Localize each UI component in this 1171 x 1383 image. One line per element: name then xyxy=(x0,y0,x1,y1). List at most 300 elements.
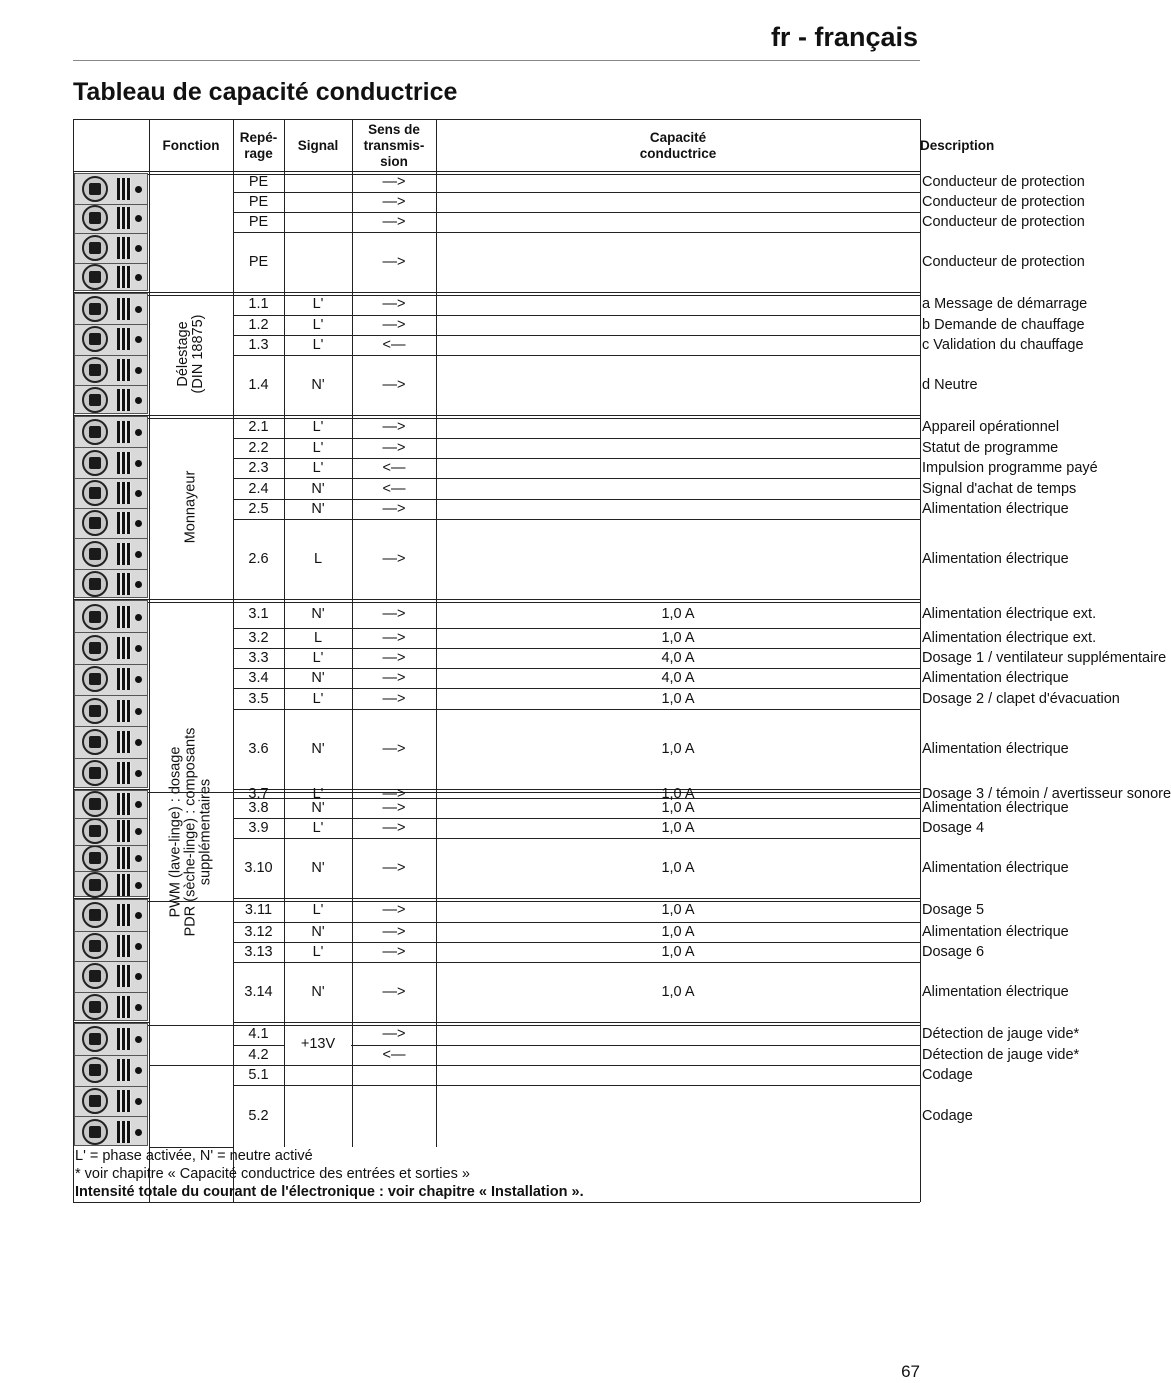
cell-capacite: 1,0 A xyxy=(661,902,695,918)
column-header-signal: Signal xyxy=(297,138,339,153)
cell-signal: N' xyxy=(311,800,325,816)
cell-description: c Validation du chauffage xyxy=(922,337,1084,353)
cell-capacite xyxy=(436,232,920,292)
cell-reperage: 3.1 xyxy=(248,605,269,622)
cell-signal: N' xyxy=(311,741,325,757)
fonction-label: PWM (lave-linge) : dosage PDR (sèche-linge) : composants supplémentaires xyxy=(167,727,214,937)
terminal-contact-icon xyxy=(117,543,131,565)
cell-description: Alimentation électrique ext. xyxy=(922,630,1097,646)
cell-description: Détection de jauge vide* xyxy=(922,1047,1080,1063)
terminal-block-image xyxy=(74,600,148,788)
cell-sens: —> xyxy=(382,1025,406,1042)
cell-signal: L' xyxy=(312,295,324,312)
terminal-contact-icon xyxy=(117,700,131,722)
terminal-screw-icon xyxy=(82,235,108,261)
conductor-capacity-table xyxy=(73,119,1171,1203)
page-number: 67 xyxy=(901,1362,920,1381)
cell-sens xyxy=(352,1085,436,1147)
cell-sens: —> xyxy=(382,418,406,435)
terminal-contact-icon xyxy=(117,512,131,534)
terminal-separator xyxy=(75,871,147,872)
terminal-dot-icon xyxy=(135,855,142,862)
cell-signal: N' xyxy=(311,670,325,686)
terminal-separator xyxy=(75,992,147,993)
terminal-screw-icon xyxy=(82,791,108,817)
cell-signal: L xyxy=(313,551,323,567)
cell-description: Dosage 6 xyxy=(922,944,985,960)
terminal-contact-icon xyxy=(117,762,131,784)
terminal-separator xyxy=(75,758,147,759)
fonction-divider xyxy=(149,599,233,600)
terminal-dot-icon xyxy=(135,739,142,746)
terminal-screw-icon xyxy=(82,1026,108,1052)
cell-capacite: 1,0 A xyxy=(661,785,695,802)
terminal-dot-icon xyxy=(135,882,142,889)
cell-capacite: 1,0 A xyxy=(661,860,695,876)
cell-description: Conducteur de protection xyxy=(922,194,1085,210)
terminal-dot-icon xyxy=(135,1098,142,1105)
terminal-separator xyxy=(75,818,147,819)
terminal-contact-icon xyxy=(117,793,131,815)
terminal-contact-icon xyxy=(117,996,131,1018)
terminal-dot-icon xyxy=(135,397,142,404)
cell-capacite xyxy=(436,192,920,212)
cell-reperage: PE xyxy=(248,214,269,230)
terminal-contact-icon xyxy=(117,389,131,411)
terminal-screw-icon xyxy=(82,933,108,959)
cell-description: Alimentation électrique ext. xyxy=(922,605,1097,622)
terminal-screw-icon xyxy=(82,205,108,231)
terminal-contact-icon xyxy=(117,1090,131,1112)
cell-description: Alimentation électrique xyxy=(922,551,1069,567)
cell-signal xyxy=(284,172,352,192)
terminal-contact-icon xyxy=(117,421,131,443)
cell-reperage: 3.7 xyxy=(248,785,269,802)
cell-reperage: 2.4 xyxy=(248,480,269,497)
terminal-screw-icon xyxy=(82,541,108,567)
terminal-separator xyxy=(75,385,147,386)
cell-sens: —> xyxy=(382,317,406,333)
terminal-separator xyxy=(75,1086,147,1087)
cell-reperage: 3.8 xyxy=(248,800,269,816)
cell-signal xyxy=(284,212,352,232)
terminal-screw-icon xyxy=(82,994,108,1020)
cell-signal-merged: +13V xyxy=(300,1035,336,1052)
cell-reperage: 4.1 xyxy=(248,1025,269,1042)
terminal-dot-icon xyxy=(135,676,142,683)
cell-signal: N' xyxy=(311,501,325,517)
terminal-dot-icon xyxy=(135,581,142,588)
terminal-contact-icon xyxy=(117,965,131,987)
fonction-label: Délestage (DIN 18875) xyxy=(175,314,206,393)
fonction-divider xyxy=(149,1065,233,1066)
terminal-dot-icon xyxy=(135,520,142,527)
cell-capacite xyxy=(436,315,920,335)
terminal-screw-icon xyxy=(82,729,108,755)
terminal-dot-icon xyxy=(135,1036,142,1043)
cell-description: b Demande de chauffage xyxy=(922,317,1085,333)
cell-capacite xyxy=(436,355,920,415)
terminal-separator xyxy=(75,961,147,962)
terminal-contact-icon xyxy=(117,1059,131,1081)
terminal-contact-icon xyxy=(117,606,131,628)
cell-capacite xyxy=(436,335,920,355)
cell-reperage: 5.2 xyxy=(248,1108,269,1124)
terminal-separator xyxy=(75,931,147,932)
cell-sens: —> xyxy=(382,650,406,666)
terminal-block-image xyxy=(74,899,148,1021)
cell-description: Alimentation électrique xyxy=(922,741,1069,757)
terminal-dot-icon xyxy=(135,1067,142,1074)
terminal-screw-icon xyxy=(82,963,108,989)
terminal-contact-icon xyxy=(117,298,131,320)
terminal-screw-icon xyxy=(82,176,108,202)
terminal-dot-icon xyxy=(135,801,142,808)
terminal-screw-icon xyxy=(82,1119,108,1145)
terminal-contact-icon xyxy=(117,1028,131,1050)
terminal-screw-icon xyxy=(82,571,108,597)
cell-sens: —> xyxy=(382,924,406,940)
terminal-dot-icon xyxy=(135,274,142,281)
terminal-separator xyxy=(75,233,147,234)
cell-capacite: 1,0 A xyxy=(661,984,695,1000)
cell-signal: L' xyxy=(312,317,324,333)
terminal-dot-icon xyxy=(135,245,142,252)
cell-reperage: 4.2 xyxy=(248,1047,269,1063)
terminal-dot-icon xyxy=(135,770,142,777)
cell-sens: —> xyxy=(382,860,406,876)
cell-reperage: 2.5 xyxy=(248,501,269,517)
column-divider xyxy=(149,119,150,1147)
cell-description: Dosage 1 / ventilateur supplémentaire xyxy=(922,650,1167,666)
cell-signal xyxy=(284,232,352,292)
fonction-divider xyxy=(149,415,233,416)
cell-sens: —> xyxy=(382,944,406,960)
cell-reperage: 3.13 xyxy=(244,944,273,960)
cell-description: Conducteur de protection xyxy=(922,254,1085,270)
cell-reperage: 3.9 xyxy=(248,820,269,836)
terminal-separator xyxy=(75,355,147,356)
terminal-screw-icon xyxy=(82,419,108,445)
cell-sens: <— xyxy=(382,460,406,476)
cell-sens: —> xyxy=(382,194,406,210)
cell-sens: —> xyxy=(382,820,406,836)
terminal-contact-icon xyxy=(117,847,131,869)
terminal-screw-icon xyxy=(82,480,108,506)
cell-reperage: 3.2 xyxy=(248,630,269,646)
cell-sens: <— xyxy=(382,480,406,497)
cell-capacite xyxy=(436,478,920,499)
footnote-total-current: Intensité totale du courant de l'électronique : voir chapitre « Installation ». xyxy=(75,1184,584,1200)
terminal-separator xyxy=(75,845,147,846)
cell-description: Dosage 5 xyxy=(922,902,985,918)
terminal-contact-icon xyxy=(117,731,131,753)
cell-signal: L' xyxy=(312,650,324,666)
cell-reperage: PE xyxy=(248,254,269,270)
cell-sens: —> xyxy=(382,214,406,230)
terminal-screw-icon xyxy=(82,1088,108,1114)
terminal-screw-icon xyxy=(82,264,108,290)
terminal-dot-icon xyxy=(135,1129,142,1136)
cell-reperage: 1.1 xyxy=(248,295,269,312)
cell-capacite xyxy=(436,499,920,519)
terminal-dot-icon xyxy=(135,1004,142,1011)
terminal-screw-icon xyxy=(82,387,108,413)
cell-capacite xyxy=(436,519,920,599)
terminal-contact-icon xyxy=(117,237,131,259)
fonction-label: Monnayeur xyxy=(182,470,199,544)
cell-sens: —> xyxy=(382,670,406,686)
terminal-dot-icon xyxy=(135,460,142,467)
terminal-contact-icon xyxy=(117,266,131,288)
terminal-block-image xyxy=(74,293,148,414)
cell-sens: —> xyxy=(382,630,406,646)
table-border-top xyxy=(73,119,920,120)
cell-signal: L' xyxy=(312,690,324,707)
cell-description: d Neutre xyxy=(922,377,978,393)
terminal-block-image xyxy=(74,416,148,598)
cell-reperage: 3.6 xyxy=(248,741,269,757)
cell-reperage: 5.1 xyxy=(248,1067,269,1083)
cell-capacite: 1,0 A xyxy=(661,924,695,940)
cell-signal: N' xyxy=(311,377,325,393)
cell-reperage: 3.14 xyxy=(244,984,273,1000)
cell-signal: L' xyxy=(312,902,324,918)
cell-capacite: 1,0 A xyxy=(661,605,695,622)
cell-sens: —> xyxy=(382,690,406,707)
terminal-separator xyxy=(75,632,147,633)
cell-reperage: PE xyxy=(248,174,269,190)
cell-capacite xyxy=(436,1022,920,1045)
terminal-separator xyxy=(75,695,147,696)
column-header-sens: Sens de transmis- sion xyxy=(363,122,425,169)
cell-signal: L' xyxy=(312,440,324,456)
terminal-separator xyxy=(75,664,147,665)
cell-description: Statut de programme xyxy=(922,440,1059,456)
terminal-separator xyxy=(75,1055,147,1056)
cell-signal xyxy=(284,1085,352,1147)
terminal-screw-icon xyxy=(82,604,108,630)
terminal-contact-icon xyxy=(117,637,131,659)
terminal-separator xyxy=(75,447,147,448)
terminal-screw-icon xyxy=(82,902,108,928)
cell-signal xyxy=(284,192,352,212)
cell-reperage: 2.6 xyxy=(248,551,269,567)
cell-signal: N' xyxy=(311,605,325,622)
cell-sens: —> xyxy=(382,377,406,393)
cell-description: Conducteur de protection xyxy=(922,174,1085,190)
cell-description: Alimentation électrique xyxy=(922,800,1069,816)
terminal-contact-icon xyxy=(117,359,131,381)
column-header-fonction: Fonction xyxy=(162,138,220,153)
terminal-dot-icon xyxy=(135,828,142,835)
cell-reperage: 1.3 xyxy=(248,337,269,353)
cell-description: Impulsion programme payé xyxy=(922,460,1098,476)
terminal-contact-icon xyxy=(117,178,131,200)
cell-signal: L' xyxy=(312,785,324,802)
terminal-contact-icon xyxy=(117,904,131,926)
cell-sens: <— xyxy=(382,337,406,353)
cell-description: Alimentation électrique xyxy=(922,501,1069,517)
terminal-dot-icon xyxy=(135,943,142,950)
cell-description: Alimentation électrique xyxy=(922,670,1069,686)
cell-sens: —> xyxy=(382,741,406,757)
cell-description: Appareil opérationnel xyxy=(922,418,1060,435)
cell-capacite: 1,0 A xyxy=(661,690,695,707)
cell-sens: —> xyxy=(382,440,406,456)
cell-capacite: 1,0 A xyxy=(661,944,695,960)
cell-capacite: 4,0 A xyxy=(661,670,695,686)
terminal-block-image xyxy=(74,790,148,897)
terminal-screw-icon xyxy=(82,818,108,844)
terminal-separator xyxy=(75,538,147,539)
cell-reperage: 3.4 xyxy=(248,670,269,686)
cell-signal: L xyxy=(313,630,323,646)
terminal-screw-icon xyxy=(82,845,108,871)
terminal-separator xyxy=(75,569,147,570)
cell-description: Codage xyxy=(922,1108,973,1124)
cell-signal: N' xyxy=(311,860,325,876)
terminal-screw-icon xyxy=(82,666,108,692)
cell-sens: —> xyxy=(382,254,406,270)
terminal-dot-icon xyxy=(135,215,142,222)
terminal-separator xyxy=(75,1116,147,1117)
column-header-capacite: Capacité conductrice xyxy=(639,130,717,161)
cell-signal: L' xyxy=(312,418,324,435)
cell-signal: L' xyxy=(312,337,324,353)
terminal-dot-icon xyxy=(135,708,142,715)
cell-capacite xyxy=(436,415,920,438)
terminal-screw-icon xyxy=(82,635,108,661)
cell-description: Conducteur de protection xyxy=(922,214,1085,230)
terminal-contact-icon xyxy=(117,935,131,957)
cell-reperage: 2.2 xyxy=(248,440,269,456)
cell-sens: <— xyxy=(382,1047,406,1063)
cell-capacite: 1,0 A xyxy=(661,800,695,816)
terminal-screw-icon xyxy=(82,510,108,536)
page-title: Tableau de capacité conductrice xyxy=(73,78,458,106)
cell-description: Codage xyxy=(922,1067,973,1083)
cell-capacite: 1,0 A xyxy=(661,630,695,646)
cell-reperage: 2.1 xyxy=(248,418,269,435)
terminal-dot-icon xyxy=(135,551,142,558)
cell-signal: L' xyxy=(312,820,324,836)
cell-reperage: 3.11 xyxy=(244,902,273,918)
terminal-contact-icon xyxy=(117,1121,131,1143)
terminal-screw-icon xyxy=(82,698,108,724)
terminal-dot-icon xyxy=(135,306,142,313)
cell-description: Alimentation électrique xyxy=(922,984,1069,1000)
cell-description: Dosage 2 / clapet d'évacuation xyxy=(922,690,1120,707)
cell-reperage: 3.5 xyxy=(248,690,269,707)
terminal-contact-icon xyxy=(117,573,131,595)
cell-sens: —> xyxy=(382,174,406,190)
terminal-screw-icon xyxy=(82,450,108,476)
fonction-divider xyxy=(149,292,233,293)
terminal-block-image xyxy=(74,173,148,291)
cell-description: Dosage 4 xyxy=(922,820,985,836)
cell-description: Alimentation électrique xyxy=(922,924,1069,940)
cell-capacite: 4,0 A xyxy=(661,650,695,666)
cell-capacite xyxy=(436,458,920,478)
terminal-dot-icon xyxy=(135,429,142,436)
cell-signal: L' xyxy=(312,944,324,960)
cell-sens: —> xyxy=(382,785,406,802)
column-header-reperage: Repé- rage xyxy=(239,130,278,161)
terminal-dot-icon xyxy=(135,490,142,497)
terminal-contact-icon xyxy=(117,874,131,896)
cell-capacite xyxy=(436,438,920,458)
terminal-dot-icon xyxy=(135,912,142,919)
terminal-contact-icon xyxy=(117,452,131,474)
cell-capacite: 1,0 A xyxy=(661,741,695,757)
cell-signal: N' xyxy=(311,480,325,497)
terminal-contact-icon xyxy=(117,820,131,842)
cell-sens: —> xyxy=(382,902,406,918)
cell-capacite xyxy=(436,1045,920,1065)
cell-sens: —> xyxy=(382,984,406,1000)
cell-signal: N' xyxy=(311,984,325,1000)
terminal-screw-icon xyxy=(82,296,108,322)
cell-signal: L' xyxy=(312,460,324,476)
terminal-dot-icon xyxy=(135,614,142,621)
terminal-screw-icon xyxy=(82,872,108,898)
footnote-legend: L' = phase activée, N' = neutre activé xyxy=(75,1148,313,1164)
cell-reperage: 3.3 xyxy=(248,650,269,666)
terminal-separator xyxy=(75,324,147,325)
cell-sens xyxy=(352,1065,436,1085)
terminal-dot-icon xyxy=(135,186,142,193)
column-header-description: Description xyxy=(920,138,995,153)
cell-reperage: PE xyxy=(248,194,269,210)
cell-capacite xyxy=(436,212,920,232)
cell-description: Dosage 3 / témoin / avertisseur sonore xyxy=(922,785,1171,802)
terminal-separator xyxy=(75,263,147,264)
cell-capacite: 1,0 A xyxy=(661,820,695,836)
terminal-screw-icon xyxy=(82,1057,108,1083)
cell-reperage: 2.3 xyxy=(248,460,269,476)
terminal-separator xyxy=(75,508,147,509)
terminal-dot-icon xyxy=(135,645,142,652)
language-label: fr - français xyxy=(770,22,918,52)
footnote-reference: * voir chapitre « Capacité conductrice des entrées et sorties » xyxy=(75,1166,470,1182)
cell-sens: —> xyxy=(382,295,406,312)
terminal-separator xyxy=(75,204,147,205)
cell-signal: N' xyxy=(311,924,325,940)
table-border-bottom xyxy=(73,1202,920,1203)
cell-capacite xyxy=(436,292,920,315)
terminal-block-image xyxy=(74,1023,148,1146)
cell-capacite xyxy=(436,1085,920,1147)
terminal-contact-icon xyxy=(117,207,131,229)
cell-description: Signal d'achat de temps xyxy=(922,480,1077,497)
terminal-separator xyxy=(75,726,147,727)
cell-sens: —> xyxy=(382,501,406,517)
cell-capacite xyxy=(436,1065,920,1085)
terminal-dot-icon xyxy=(135,973,142,980)
header-rule xyxy=(73,60,920,61)
cell-capacite xyxy=(436,172,920,192)
terminal-screw-icon xyxy=(82,357,108,383)
cell-sens: —> xyxy=(382,605,406,622)
terminal-dot-icon xyxy=(135,336,142,343)
cell-reperage: 1.2 xyxy=(248,317,269,333)
terminal-contact-icon xyxy=(117,668,131,690)
cell-reperage: 3.12 xyxy=(244,924,273,940)
terminal-contact-icon xyxy=(117,482,131,504)
terminal-contact-icon xyxy=(117,328,131,350)
cell-description: Détection de jauge vide* xyxy=(922,1025,1080,1042)
